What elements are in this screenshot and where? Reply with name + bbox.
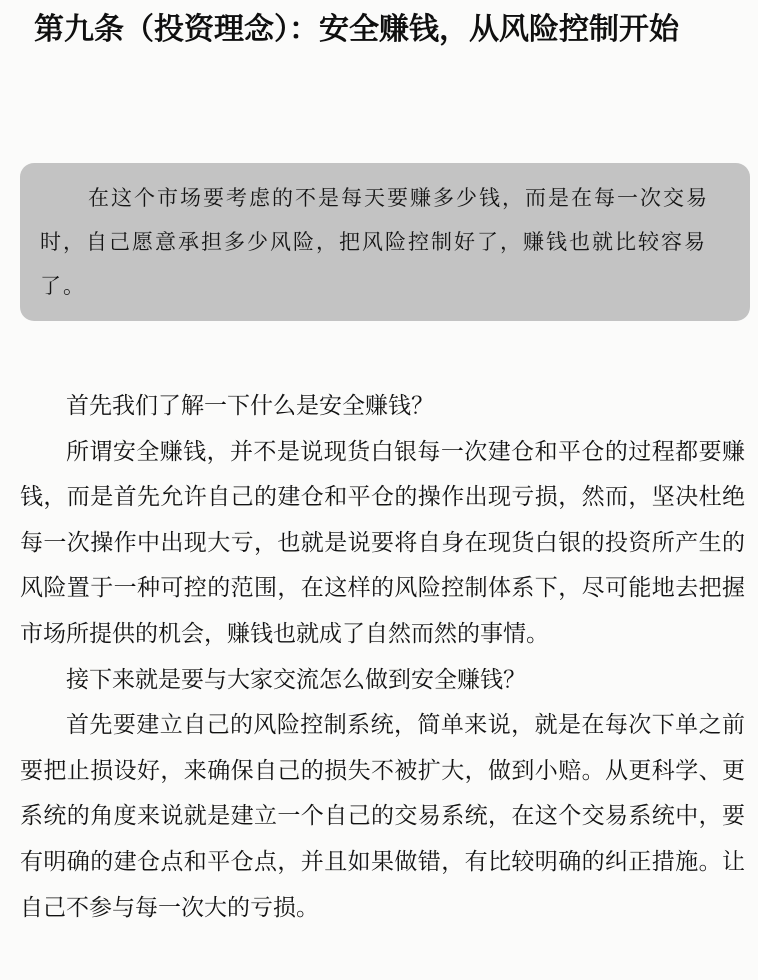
paragraph: 首先要建立自己的风险控制系统，简单来说，就是在每次下单之前要把止损设好，来确保自己的损失不被扩大，做到小赔。从更科学、更系统的角度来说就是建立一个自己的交易系统，在这个交易系统中，要有明确的建仓点和平仓点，并且如果做错，有比较明确的纠正措施。让自己不参与每一次大的亏损。 bbox=[20, 712, 745, 921]
section-title: 第九条（投资理念）：安全赚钱，从风险控制开始 bbox=[34, 12, 679, 47]
body-text bbox=[20, 384, 745, 931]
paragraph: 首先我们了解一下什么是安全赚钱？ bbox=[66, 393, 434, 419]
paragraph: 接下来就是要与大家交流怎么做到安全赚钱？ bbox=[66, 666, 526, 693]
quote-text: 在这个市场要考虑的不是每天要赚多少钱，而是在每一次交易时，自己愿意承担多少风险，把风险控制好了，赚钱也就比较容易了。 bbox=[40, 186, 709, 298]
paragraph: 所谓安全赚钱，并不是说现货白银每一次建仓和平仓的过程都要赚钱，而是首先允许自己的建仓和平仓的操作出现亏损，然而，坚决杜绝每一次操作中出现大亏，也就是说要将自身在现货白银的投资所产生的风险置于一种可控的范围，在这样的风险控制体系下，尽可能地去把握市场所提供的机会，赚钱也就成了自然而然的事情。 bbox=[20, 438, 745, 647]
